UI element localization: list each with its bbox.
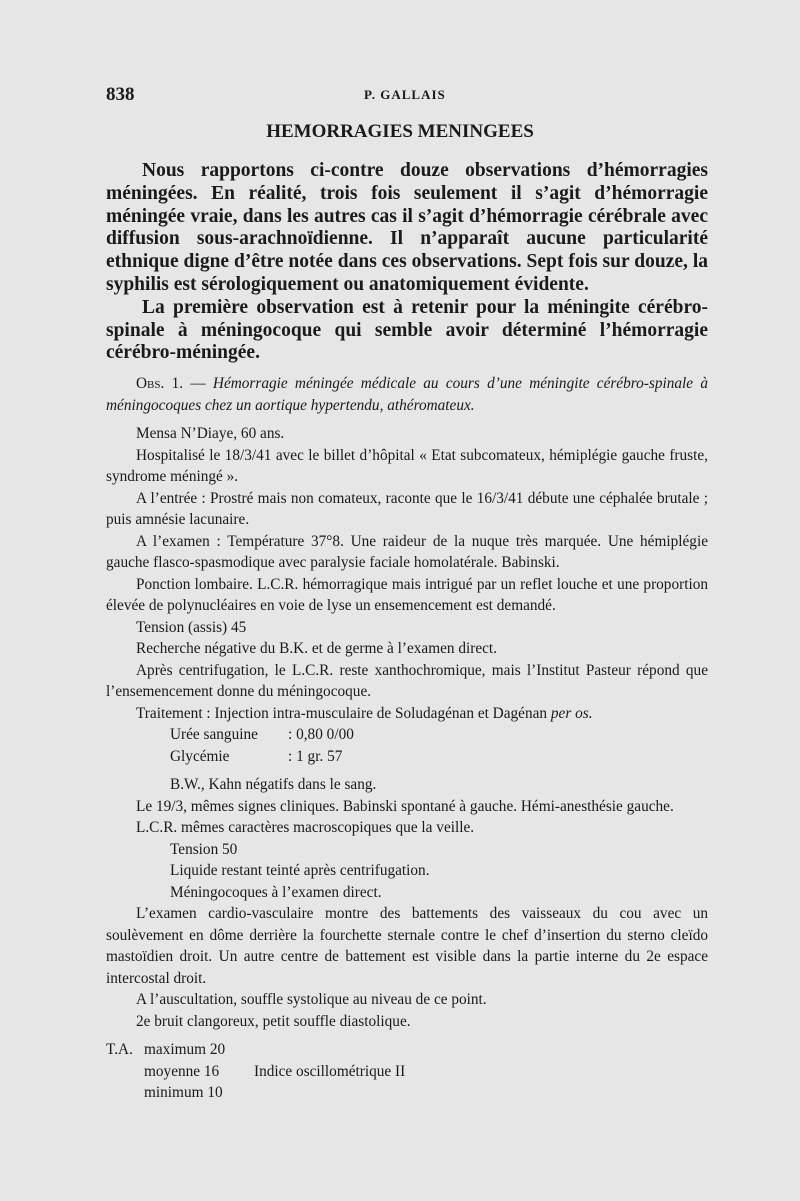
intro-paragraph: Nous rapportons ci-contre douze observations d’hémorragies méningées. En réalité, trois fois seulement il s’agit d’hémorragie méningée vraie, dans les autres cas il s’agit d’hémorragie cérébrale avec diffusion sous-arachnoïdienne. Il n’apparaît aucune particularité ethnique digne d’être notée dans ces observations. Sept fois sur douze, la syphilis est sérologiquement ou anatomiquement évidente.	[106, 160, 708, 295]
ta-moy: moyenne 16	[144, 1062, 220, 1080]
paragraph: Hospitalisé le 18/3/41 avec le billet d’hôpital « Etat subcomateux, hémiplégie gauche fruste, syndrome méningé ».	[106, 446, 708, 485]
running-header	[106, 84, 706, 108]
ta-min: minimum 10	[144, 1084, 223, 1101]
paragraph: Tension 50	[170, 840, 238, 858]
ta-label: T.A.	[106, 1041, 133, 1058]
paragraph: A l’examen : Température 37°8. Une raideur de la nuque très marquée. Une hémiplégie gauche flasco-spasmodique avec paralysie faciale homolatérale. Babinski.	[106, 532, 708, 571]
paragraph: B.W., Kahn négatifs dans le sang.	[170, 776, 377, 793]
lab-value: : 1 gr. 57	[288, 747, 343, 765]
intro-paragraph: La première observation est à retenir pour la méningite cérébro-spinale à méningocoque qui semble avoir déterminé l’hémorragie cérébro-méningée.	[106, 296, 708, 364]
treatment-paragraph	[106, 703, 708, 725]
blood-pressure-block	[106, 1039, 708, 1104]
paragraph: A l’auscultation, souffle systolique au niveau de ce point.	[136, 991, 487, 1008]
observation-body	[106, 373, 708, 1104]
lab-label: Urée sanguine	[170, 726, 258, 743]
paragraph: 2e bruit clangoreux, petit souffle diastolique.	[136, 1012, 411, 1030]
ta-max: maximum 20	[144, 1041, 226, 1058]
observation-heading	[106, 373, 708, 416]
paragraph: Méningocoques à l’examen direct.	[170, 883, 382, 901]
paragraph: Ponction lombaire. L.C.R. hémorragique mais intrigué par un reflet louche et une proportion élevée de polynucléaires en voie de lyse un ensemencement est demandé.	[106, 575, 708, 614]
paragraph: A l’entrée : Prostré mais non comateux, raconte que le 16/3/41 débute une céphalée brutale ; puis amnésie lacunaire.	[106, 489, 708, 528]
paragraph: Mensa N’Diaye, 60 ans.	[136, 425, 285, 442]
page-number: 838	[106, 84, 135, 105]
paragraph: L’examen cardio-vasculaire montre des battements des vaisseaux du cou avec un soulèvement en dôme derrière la fourchette sternale contre le chef d’insertion du sterno cleïdo mastoïdien droit. Un autre centre de battement est visible dans la partie interne du 2e espace intercostal droit.	[106, 905, 708, 987]
paragraph: Recherche négative du B.K. et de germe à l’examen direct.	[136, 640, 498, 657]
running-author: P. GALLAIS	[364, 87, 446, 102]
treatment-em: per os.	[550, 704, 593, 722]
intro-paragraphs	[106, 160, 708, 365]
observation-title: Hémorragie méningée médicale au cours d’une méningite cérébro-spinale à méningocoques chez un aortique hypertendu, athéromateux.	[106, 375, 708, 414]
lab-label: Glycémie	[170, 747, 230, 765]
treatment-text: Traitement : Injection intra-musculaire de Soludagénan et Dagénan	[136, 704, 551, 722]
lab-value: : 0,80 0/00	[288, 726, 354, 743]
lab-row-glycemie	[106, 746, 708, 768]
paragraph: Tension (assis) 45	[136, 618, 247, 636]
ta-indice: Indice oscillométrique II	[254, 1062, 406, 1080]
paragraph: Après centrifugation, le L.C.R. reste xanthochromique, mais l’Institut Pasteur répond que l’ensemencement donne du méningocoque.	[106, 661, 708, 700]
paragraph: Le 19/3, mêmes signes cliniques. Babinski spontané à gauche. Hémi-anesthésie gauche.	[136, 797, 674, 815]
observation-label: Obs. 1. —	[136, 375, 206, 392]
lab-row-uree	[106, 724, 708, 746]
paragraph: L.C.R. mêmes caractères macroscopiques que la veille.	[136, 819, 475, 836]
section-title: HEMORRAGIES MENINGEES	[266, 121, 534, 142]
paragraph: Liquide restant teinté après centrifugation.	[170, 862, 430, 879]
